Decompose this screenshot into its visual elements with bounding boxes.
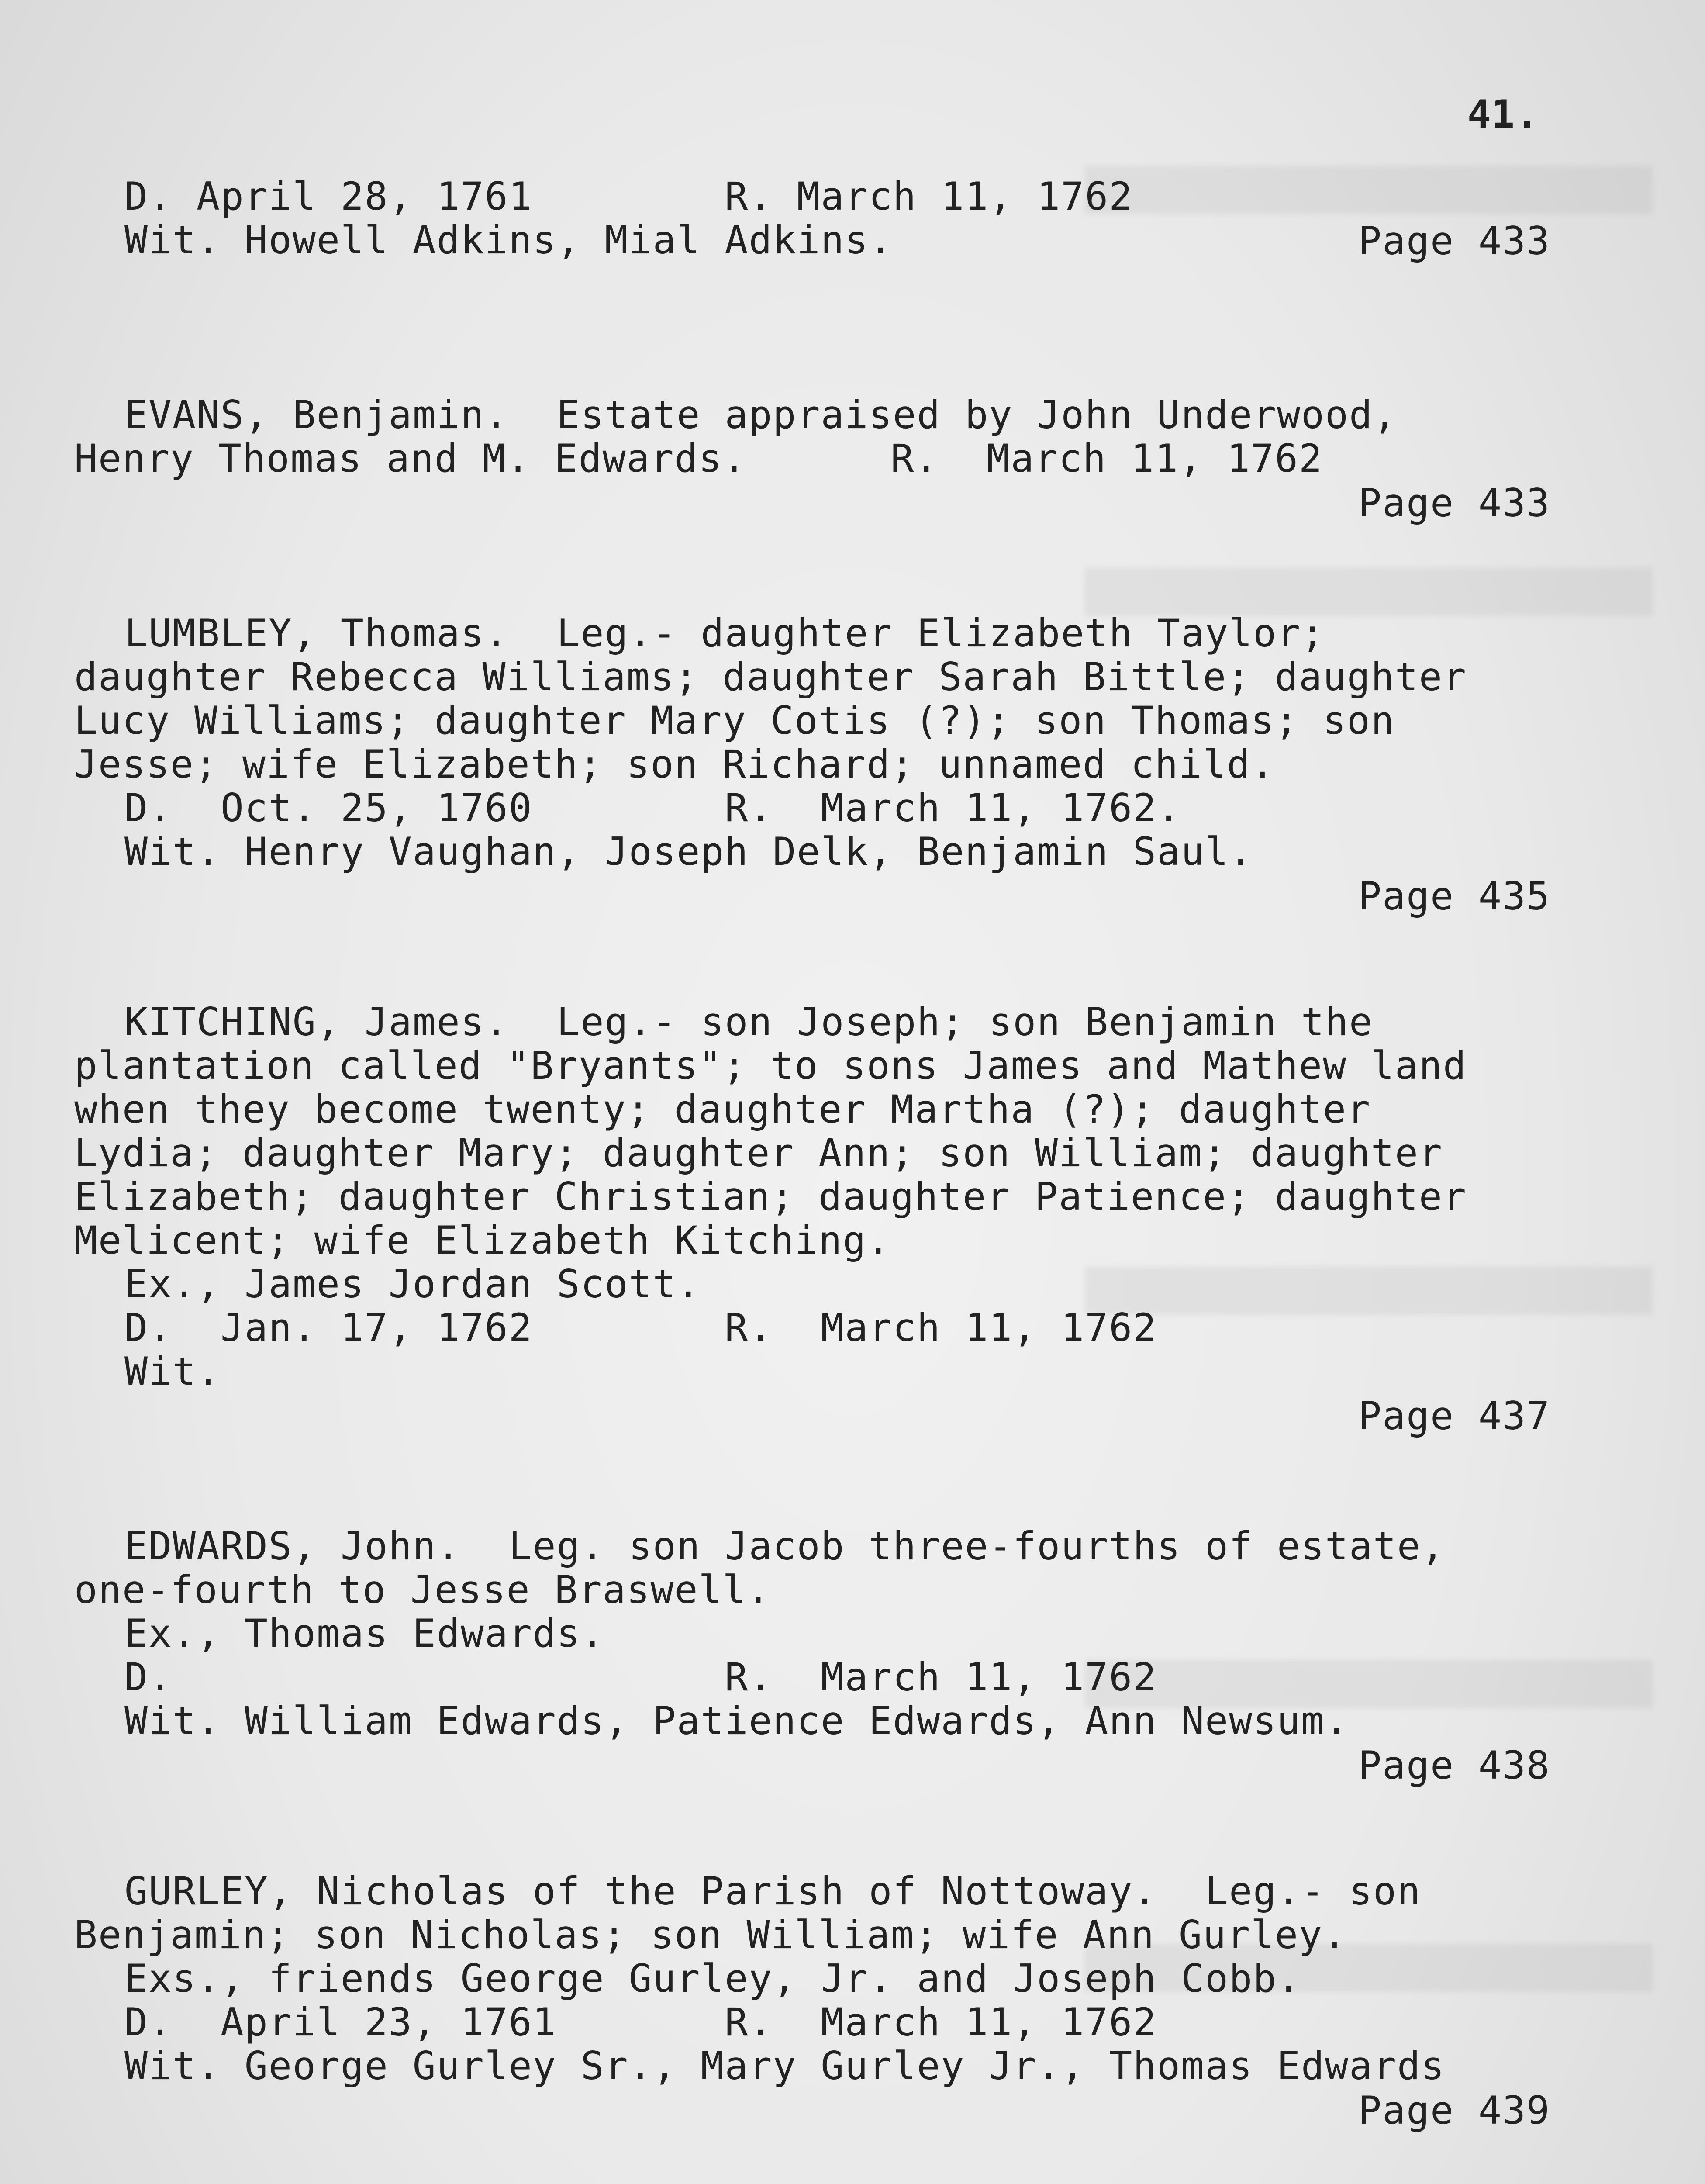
entry-line: LUMBLEY, Thomas. Leg.- daughter Elizabeth Taylor; xyxy=(124,611,1325,656)
page-reference: Page 433 xyxy=(1358,480,1550,525)
entry-line: Elizabeth; daughter Christian; daughter Patience; daughter xyxy=(74,1174,1467,1219)
entry-line: Wit. George Gurley Sr., Mary Gurley Jr., Thomas Edwards xyxy=(124,2043,1445,2088)
entry-line: GURLEY, Nicholas of the Parish of Nottoway. Leg.- son xyxy=(124,1869,1421,1914)
entry-gurley xyxy=(74,1869,1550,2133)
entry-lumbley xyxy=(74,611,1550,919)
page-reference: Page 438 xyxy=(1358,1743,1550,1788)
entry-line: one-fourth to Jesse Braswell. xyxy=(74,1567,771,1612)
entry-line: Wit. Howell Adkins, Mial Adkins. xyxy=(124,218,893,263)
entry-line: Melicent; wife Elizabeth Kitching. xyxy=(74,1218,891,1263)
entry-line: Exs., friends George Gurley, Jr. and Joseph Cobb. xyxy=(124,1956,1301,2001)
entry-line: when they become twenty; daughter Martha (?); daughter xyxy=(74,1087,1371,1132)
entry-line: plantation called "Bryants"; to sons James and Mathew land xyxy=(74,1043,1467,1088)
entry-edwards xyxy=(74,1524,1550,1788)
entry-line: D. Jan. 17, 1762 R. March 11, 1762 xyxy=(124,1305,1157,1350)
entry-line: Ex., Thomas Edwards. xyxy=(124,1611,605,1656)
entry-continuation xyxy=(74,175,1550,262)
entry-line: Ex., James Jordan Scott. xyxy=(124,1261,701,1306)
entry-line: Lydia; daughter Mary; daughter Ann; son William; daughter xyxy=(74,1130,1443,1175)
entry-line: Lucy Williams; daughter Mary Cotis (?); son Thomas; son xyxy=(74,698,1395,743)
entry-line: D. April 23, 1761 R. March 11, 1762 xyxy=(124,2000,1157,2045)
entry-kitching xyxy=(74,999,1550,1438)
entry-line: Wit. xyxy=(124,1349,221,1394)
entry-line: KITCHING, James. Leg.- son Joseph; son Benjamin the xyxy=(124,999,1373,1044)
page-number: 41. xyxy=(1467,92,1539,137)
bleed-through-shadow xyxy=(1085,568,1653,616)
page-reference: Page 435 xyxy=(1358,874,1550,919)
page-reference: Page 433 xyxy=(1358,218,1550,263)
page-reference: Page 437 xyxy=(1358,1393,1550,1438)
entry-evans xyxy=(74,392,1550,525)
entry-line: Henry Thomas and M. Edwards. R. March 11, 1762 xyxy=(74,436,1323,481)
entry-line: daughter Rebecca Williams; daughter Sarah Bittle; daughter xyxy=(74,654,1467,699)
entry-line: Wit. Henry Vaughan, Joseph Delk, Benjamin Saul. xyxy=(124,829,1253,874)
entry-line: EVANS, Benjamin. Estate appraised by John Underwood, xyxy=(124,392,1397,437)
entry-line: D. Oct. 25, 1760 R. March 11, 1762. xyxy=(124,785,1181,830)
entry-line: Wit. William Edwards, Patience Edwards, Ann Newsum. xyxy=(124,1698,1350,1743)
entry-line: D. April 28, 1761 R. March 11, 1762 xyxy=(124,174,1133,219)
entry-line: Benjamin; son Nicholas; son William; wife Ann Gurley. xyxy=(74,1912,1347,1957)
entry-line: EDWARDS, John. Leg. son Jacob three-fourths of estate, xyxy=(124,1524,1445,1569)
page-reference: Page 439 xyxy=(1358,2088,1550,2133)
entry-line: D. R. March 11, 1762 xyxy=(124,1655,1157,1700)
entry-line: Jesse; wife Elizabeth; son Richard; unnamed child. xyxy=(74,742,1275,787)
